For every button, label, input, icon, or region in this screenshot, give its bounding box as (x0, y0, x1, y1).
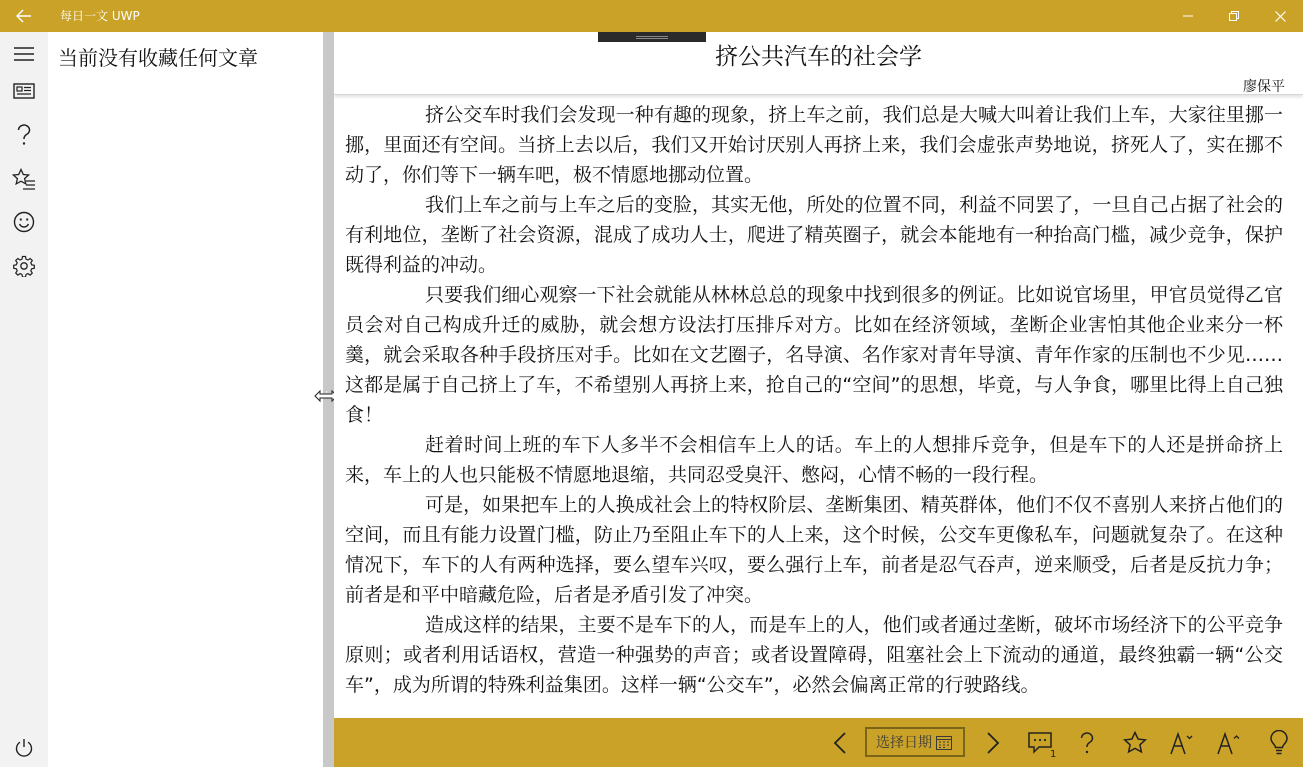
gear-icon (13, 255, 35, 277)
bottom-command-bar (334, 718, 1303, 767)
comment-count-badge: 1 (1050, 749, 1057, 760)
restore-button[interactable] (1211, 0, 1257, 32)
smiley-icon (13, 211, 35, 233)
article-header (334, 32, 1303, 95)
favorites-empty-message: 当前没有收藏任何文章 (58, 46, 258, 70)
close-button[interactable] (1257, 0, 1303, 32)
star-icon (1123, 731, 1147, 754)
chevron-left-icon (833, 731, 847, 755)
theme-toggle-button[interactable] (1259, 718, 1299, 767)
nav-help[interactable] (0, 113, 48, 157)
nav-rail (0, 32, 48, 767)
article-body (345, 100, 1283, 700)
article-paragraph: 赶着时间上班的车下人多半不会相信车上人的话。车上的人想排斥竞争，但是车下的人还是拼命挤上来，车上的人也只能极不情愿地退缩，共同忍受臭汗、憋闷，心情不畅的一段行程。 (345, 434, 1283, 486)
article-paragraph: 可是，如果把车上的人换成社会上的特权阶层、垄断集团、精英群体，他们不仅不喜别人来挤占他们的空间，而且有能力设置门槛，防止乃至阻止车下的人上来，这个时候，公交车更像私车，问题就复杂了。在这种情况下，车下的人有两种选择，要么望车兴叹，要么强行上车，前者是忍气吞声，逆来顺受，后者是反抗力争；前者是和平中暗藏危险，后者是矛盾引发了冲突。 (345, 494, 1283, 606)
article-paragraph: 造成这样的结果，主要不是车下的人，而是车上的人，他们或者通过垄断，破坏市场经济下的公平竞争原则；或者利用话语权，营造一种强势的声音；或者设置障碍，阻塞社会上下流动的通道，最终独霸一辆“公交车”，成为所谓的特殊利益集团。这样一辆“公交车”，必然会偏离正常的行驶路线。 (345, 614, 1283, 696)
close-icon (1275, 11, 1286, 22)
nav-settings[interactable] (0, 244, 48, 288)
newspaper-icon (13, 82, 35, 100)
date-picker[interactable] (865, 727, 965, 757)
article-title: 挤公共汽车的社会学 (715, 44, 922, 70)
previous-day-button[interactable] (820, 718, 860, 767)
nav-feedback[interactable] (0, 200, 48, 244)
app-title: 每日一文 UWP (60, 9, 140, 23)
increase-font-button[interactable] (1209, 718, 1249, 767)
chevron-right-icon (986, 731, 1000, 755)
power-button[interactable] (0, 726, 48, 770)
header-pull-tab[interactable] (598, 32, 706, 42)
back-button[interactable] (0, 0, 48, 32)
lightbulb-icon (1270, 730, 1288, 756)
article-reader (334, 32, 1303, 718)
favorites-pane (48, 32, 323, 767)
article-author: 廖保平 (1243, 79, 1285, 95)
help-button[interactable] (1067, 718, 1107, 767)
power-icon (14, 738, 34, 758)
help-icon (1079, 731, 1095, 755)
title-bar (0, 0, 1303, 32)
favorites-list-icon (12, 168, 36, 190)
next-day-button[interactable] (973, 718, 1013, 767)
nav-today-article[interactable] (0, 69, 48, 113)
restore-icon (1229, 11, 1239, 21)
calendar-icon (936, 735, 952, 750)
font-increase-icon (1216, 731, 1242, 755)
minimize-icon (1183, 11, 1193, 21)
back-arrow-icon (16, 9, 32, 23)
comments-button[interactable] (1020, 718, 1060, 767)
article-paragraph: 挤公交车时我们会发现一种有趣的现象，挤上车之前，我们总是大喊大叫着让我们上车，大家往里挪一挪，里面还有空间。当挤上去以后，我们又开始讨厌别人再挤上来，我们会虚张声势地说，挤死人了，实在挪不动了，你们等下一辆车吧，极不情愿地挪动位置。 (345, 104, 1283, 186)
help-icon (16, 124, 32, 146)
article-paragraph: 只要我们细心观察一下社会就能从林林总总的现象中找到很多的例证。比如说官场里，甲官员觉得乙官员会对自己构成升迁的威胁，就会想方设法打压排斥对方。比如在经济领域，垄断企业害怕其他企业来分一杯羹，就会采取各种手段挤压对手。比如在文艺圈子，名导演、名作家对青年导演、青年作家的压制也不少见……这都是属于自己挤上了车，不希望别人再挤上来，抢自己的“空间”的思想，毕竟，与人争食，哪里比得上自己独食！ (345, 284, 1283, 426)
date-picker-label: 选择日期 (876, 735, 932, 751)
minimize-button[interactable] (1165, 0, 1211, 32)
font-decrease-icon (1169, 731, 1195, 755)
article-paragraph: 我们上车之前与上车之后的变脸，其实无他，所处的位置不同，利益不同罢了，一旦自己占据了社会的有利地位，垄断了社会资源，混成了成功人士，爬进了精英圈子，就会本能地有一种抬高门槛，减少竞争，保护既得利益的冲动。 (345, 194, 1283, 276)
comment-icon (1028, 732, 1052, 754)
nav-favorites[interactable] (0, 157, 48, 201)
hamburger-menu-icon (13, 46, 35, 62)
decrease-font-button[interactable] (1162, 718, 1202, 767)
favorite-button[interactable] (1115, 718, 1155, 767)
